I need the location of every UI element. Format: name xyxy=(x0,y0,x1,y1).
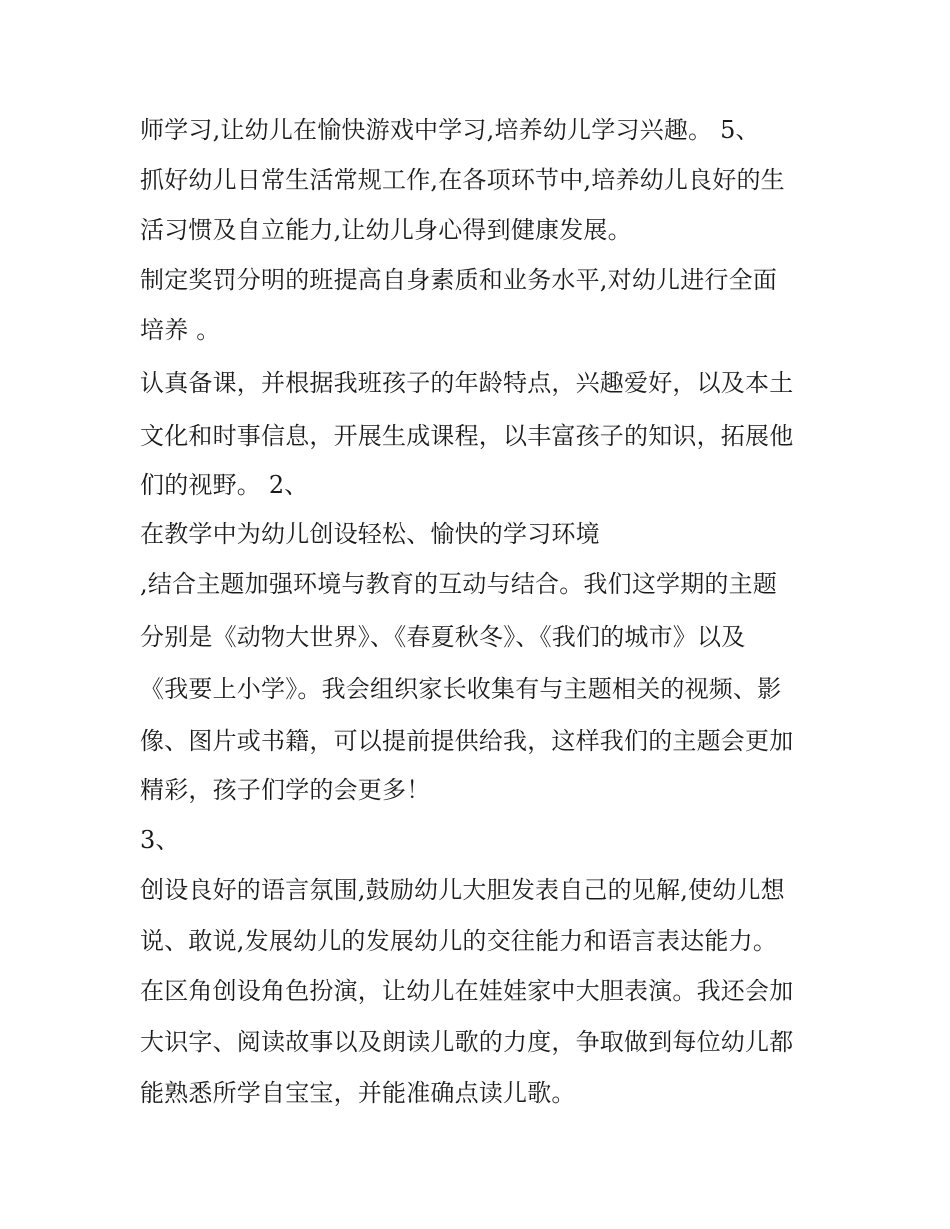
text-line: 在教学中为幼儿创设轻松、愉快的学习环境 xyxy=(140,520,600,548)
text-line: 文化和时事信息，开展生成课程，以丰富孩子的知识，拓展他 xyxy=(140,422,794,450)
text-line: ,结合主题加强环境与教育的互动与结合。我们这学期的主题 xyxy=(140,570,778,598)
text-line: 认真备课，并根据我班孩子的年龄特点，兴趣爱好，以及本土 xyxy=(140,369,794,397)
text-line: 抓好幼儿日常生活常规工作,在各项环节中,培养幼儿良好的生 xyxy=(140,166,785,194)
text-line: 说、敢说,发展幼儿的发展幼儿的交往能力和语言表达能力。 xyxy=(140,927,778,955)
text-line: 精彩，孩子们学的会更多！ xyxy=(140,776,431,804)
text-line: 们的视野。 2、 xyxy=(140,471,309,499)
text-line: 能熟悉所学自宝宝，并能准确点读儿歌。 xyxy=(140,1079,576,1107)
text-line: 培养 。 xyxy=(140,316,221,344)
text-line: 师学习,让幼儿在愉快游戏中学习,培养幼儿学习兴趣。 5、 xyxy=(140,116,760,144)
text-line: 活习惯及自立能力,让幼儿身心得到健康发展。 xyxy=(140,216,632,244)
text-line: 分别是《动物大世界》、《春夏秋冬》、《我们的城市》以及 xyxy=(140,623,746,651)
text-line: 创设良好的语言氛围,鼓励幼儿大胆发表自己的见解,使幼儿想 xyxy=(140,876,785,904)
text-line: 《我要上小学》。我会组织家长收集有与主题相关的视频、影 xyxy=(140,675,782,703)
text-line: 像、图片或书籍，可以提前提供给我，这样我们的主题会更加 xyxy=(140,727,794,755)
text-line: 在区角创设角色扮演，让幼儿在娃娃家中大胆表演。我还会加 xyxy=(140,977,794,1005)
text-line: 制定奖罚分明的班提高自身素质和业务水平,对幼儿进行全面 xyxy=(140,266,778,294)
text-line: 3、 xyxy=(140,826,180,854)
text-line: 大识字、阅读故事以及朗读儿歌的力度，争取做到每位幼儿都 xyxy=(140,1028,794,1056)
